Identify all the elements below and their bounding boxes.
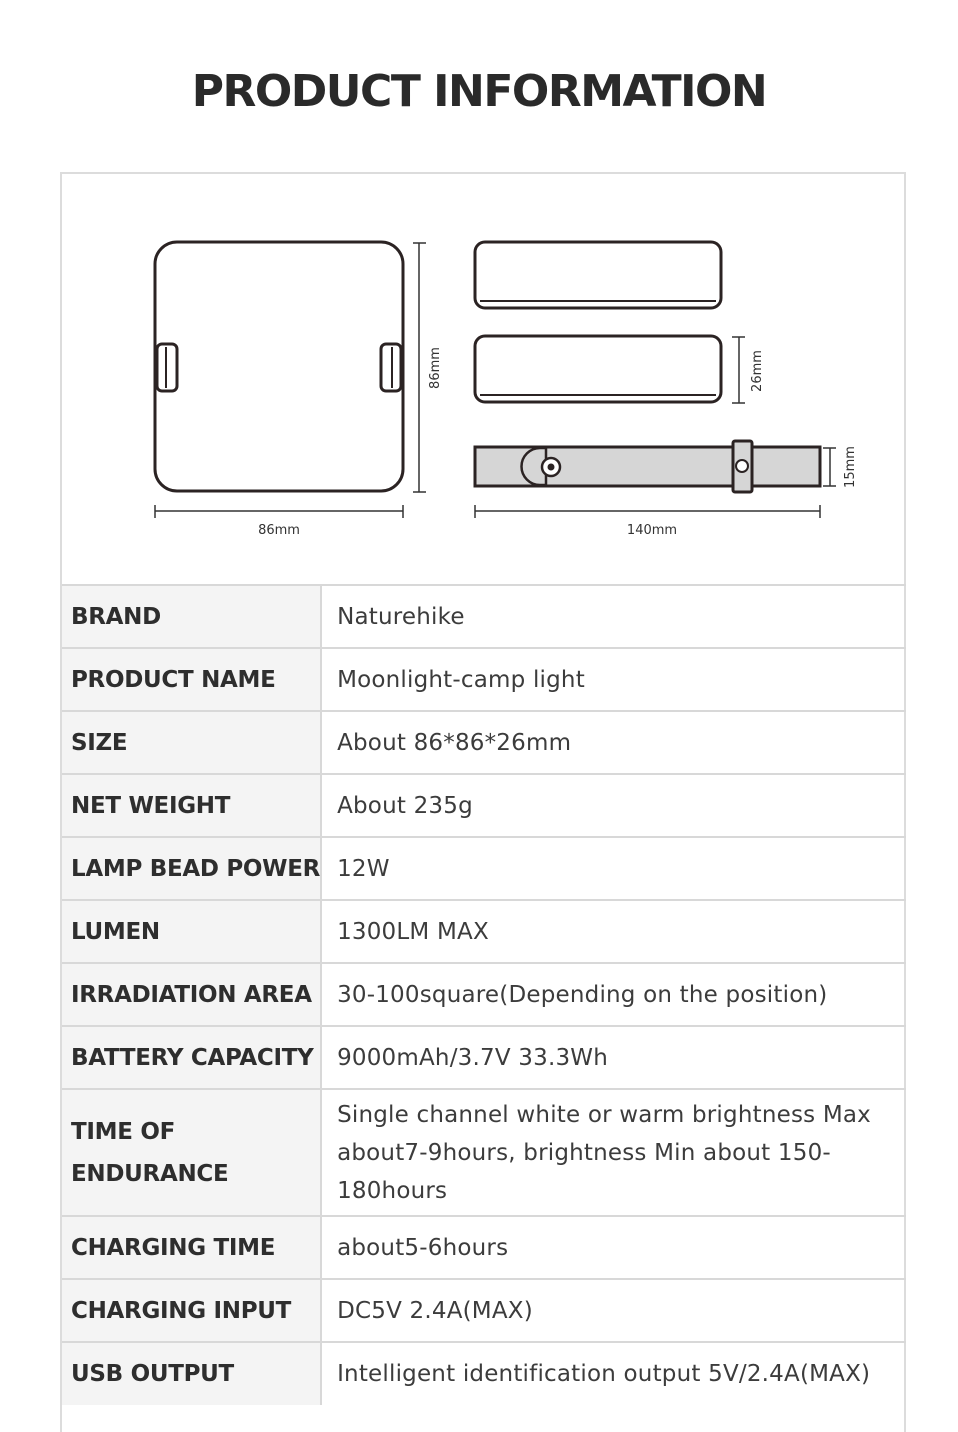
spec-value: 30-100square(Depending on the position) (337, 981, 828, 1008)
spec-table (62, 584, 906, 1405)
side-view-top (475, 242, 721, 308)
spec-value: About 235g (337, 792, 473, 819)
spec-value: about5-6hours (337, 1234, 509, 1261)
spec-value: 9000mAh/3.7V 33.3Wh (337, 1044, 609, 1071)
spec-label: PRODUCT NAME (62, 648, 321, 711)
strap-length-dimension (475, 505, 820, 518)
spec-value: Intelligent identification output 5V/2.4A(MAX) (337, 1361, 871, 1387)
spec-row-size (62, 711, 906, 774)
spec-value: Naturehike (337, 603, 465, 630)
strap-view (475, 441, 820, 492)
dimension-drawing (62, 174, 906, 584)
spec-label: TIME OF ENDURANCE (62, 1089, 321, 1216)
strap-height-dimension (823, 448, 836, 486)
spec-row-charging-input (62, 1279, 906, 1342)
strap-length-label: 140mm (626, 523, 678, 538)
side-view-bottom (475, 336, 721, 402)
spec-row-charging-time (62, 1216, 906, 1279)
spec-label: USB OUTPUT (62, 1342, 321, 1405)
dimension-diagram (62, 174, 906, 584)
product-info-panel (60, 172, 906, 1432)
spec-value: 12W (337, 855, 390, 882)
spec-label: CHARGING INPUT (62, 1279, 321, 1342)
spec-row-lumen (62, 900, 906, 963)
front-view (155, 242, 403, 491)
spec-value: DC5V 2.4A(MAX) (337, 1297, 533, 1324)
front-width-dimension (155, 505, 403, 518)
thickness-dimension (732, 337, 745, 403)
spec-label: NET WEIGHT (62, 774, 321, 837)
spec-row-usb-output (62, 1342, 906, 1405)
spec-label: IRRADIATION AREA (62, 963, 321, 1026)
page-title: PRODUCT INFORMATION (191, 66, 767, 117)
spec-row-product-name (62, 648, 906, 711)
spec-row-battery-capacity (62, 1026, 906, 1089)
spec-value: 1300LM MAX (337, 918, 489, 945)
spec-value: Single channel white or warm brightness Max about7-9hours, brightness Min about 150-180hours (337, 1101, 871, 1204)
thickness-label: 26mm (750, 350, 765, 392)
spec-label: LAMP BEAD POWER (62, 837, 321, 900)
spec-label: CHARGING TIME (62, 1216, 321, 1279)
spec-row-time-of-endurance (62, 1089, 906, 1216)
spec-row-irradiation-area (62, 963, 906, 1026)
spec-label: BRAND (62, 585, 321, 648)
spec-value: Moonlight-camp light (337, 666, 585, 693)
front-height-dimension (413, 243, 426, 492)
spec-value: About 86*86*26mm (337, 729, 572, 756)
spec-label: LUMEN (62, 900, 321, 963)
spec-row-net-weight (62, 774, 906, 837)
spec-label: SIZE (62, 711, 321, 774)
spec-row-brand (62, 585, 906, 648)
front-width-label: 86mm (258, 523, 300, 538)
strap-height-label: 15mm (843, 446, 858, 488)
spec-row-lamp-bead-power (62, 837, 906, 900)
front-height-label: 86mm (428, 347, 443, 389)
spec-label: BATTERY CAPACITY (62, 1026, 321, 1089)
